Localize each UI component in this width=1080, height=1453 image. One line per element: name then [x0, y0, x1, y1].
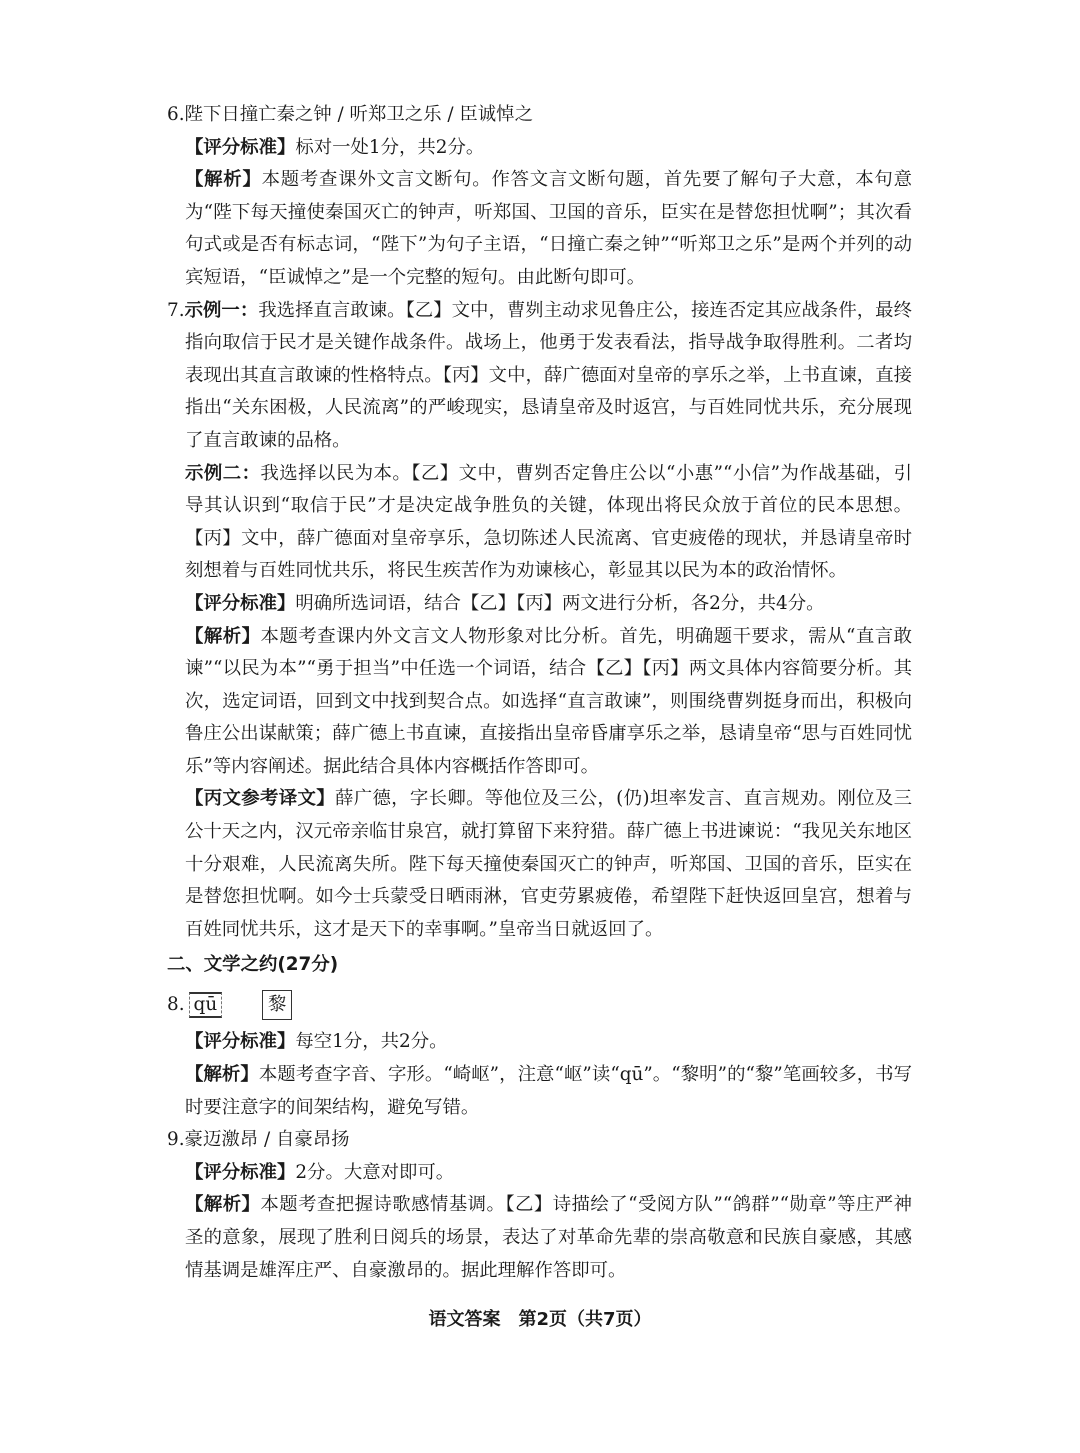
q7-example2 [167, 458, 912, 588]
q8-answer [167, 984, 912, 1026]
label: 【解析】 [185, 1194, 261, 1216]
q7-standard [167, 588, 912, 621]
q7-number: 7. [167, 299, 185, 321]
page-footer: 语文答案 第2页（共7页） [428, 1309, 652, 1331]
q9-standard [167, 1157, 912, 1190]
text: 我选择以民为本。【乙】文中，曹刿否定鲁庄公以“小惠”“小信”为作战基础，引导其认识到“取信于民”才是决定战争胜负的关键，体现出将民众放于首位的民本思想。【丙】文中，薛广德面对皇帝享乐，急切陈述人民流离、官吏疲倦的现状，并恳请皇帝时刻想着与百姓同忧共乐，将民生疾苦作为劝谏核心，彰显其以民为本的政治情怀。 [185, 462, 912, 582]
q9-analysis [167, 1189, 912, 1287]
pinyin-blank: qū [189, 992, 223, 1018]
q7-example1 [167, 295, 912, 458]
label: 【解析】 [185, 625, 261, 647]
q6-number: 6. [167, 104, 185, 125]
text: 薛广德，字长卿。等他位及三公，(仍)坦率发言、直言规劝。刚位及三公十天之内，汉元帝亲临甘泉宫，就打算留下来狩猎。薛广德上书进谏说：“我见关东地区十分艰难，人民流离失所。陛下每天撞使秦国灭亡的钟声，听郑国、卫国的音乐，臣实在是替您担忧啊。如今士兵蒙受日晒雨淋，官吏劳累疲倦，希望陛下赶快返回皇宫，想着与百姓同忧共乐，这才是天下的幸事啊。”皇帝当日就返回了。 [185, 788, 912, 940]
q6-standard [167, 132, 912, 165]
text: 2分。大意对即可。 [295, 1161, 455, 1183]
label: 【评分标准】 [185, 1031, 296, 1053]
label: 【解析】 [185, 1064, 259, 1086]
label: 【评分标准】 [185, 136, 296, 158]
label: 示例二： [185, 462, 261, 484]
char-box: 黎 [262, 990, 292, 1020]
text: 标对一处1分，共2分。 [295, 136, 485, 158]
label: 【评分标准】 [185, 592, 296, 614]
label: 示例一： [184, 299, 259, 321]
text: 我选择直言敢谏。【乙】文中，曹刿主动求见鲁庄公，接连否定其应战条件，最终指向取信于民才是关键作战条件。战场上，他勇于发表看法，指导战争取得胜利。二者均表现出其直言敢谏的性格特点。【丙】文中，薛广德面对皇帝的享乐之举，上书直谏，直接指出“关东困极，人民流离”的严峻现实，恳请皇帝及时返宫，与百姓同忧共乐，充分展现了直言敢谏的品格。 [185, 299, 912, 451]
label: 【解析】 [185, 169, 262, 191]
text: 本题考查把握诗歌感情基调。【乙】诗描绘了“受阅方队”“鸽群”“勋章”等庄严神圣的意象，展现了胜利日阅兵的场景，表达了对革命先辈的崇高敬意和民族自豪感，其感情基调是雄浑庄严、自豪激昂的。据此理解作答即可。 [185, 1194, 912, 1281]
text: 每空1分，共2分。 [295, 1031, 448, 1053]
section-heading: 二、文学之约(27分) [167, 954, 339, 976]
q9-answer [167, 1124, 912, 1157]
q7-translation [167, 783, 912, 946]
q7-analysis [167, 621, 912, 784]
q8-standard [167, 1026, 912, 1059]
label: 【评分标准】 [185, 1161, 296, 1183]
q8-number: 8. [167, 994, 185, 1016]
q6-answer-text: 陛下日撞亡秦之钟 / 听郑卫之乐 / 臣诚悼之 [184, 104, 533, 125]
text: 本题考查课内外文言文人物形象对比分析。首先，明确题干要求，需从“直言敢谏”“以民为本”“勇于担当”中任选一个词语，结合【乙】【丙】两文具体内容简要分析。其次，选定词语，回到文中找到契合点。如选择“直言敢谏”，则围绕曹刿挺身而出，积极向鲁庄公出谋献策；薛广德上书直谏，直接指出皇帝昏庸享乐之举，恳请皇帝“思与百姓同忧乐”等内容阐述。据此结合具体内容概括作答即可。 [185, 625, 912, 777]
q9-number: 9. [167, 1129, 185, 1151]
q9-answer-text: 豪迈激昂 / 自豪昂扬 [184, 1129, 350, 1151]
q6-analysis [167, 164, 912, 294]
text: 明确所选词语，结合【乙】【丙】两文进行分析，各2分，共4分。 [295, 592, 825, 614]
q8-analysis [167, 1059, 912, 1124]
text: 本题考查字音、字形。“崎岖”，注意“岖”读“qū”。“黎明”的“黎”笔画较多，书写时要注意字的间架结构，避免写错。 [185, 1064, 912, 1118]
q6-answer [167, 99, 912, 132]
answer-content [167, 99, 912, 1287]
label: 【丙文参考译文】 [185, 788, 335, 810]
text: 本题考查课外文言文断句。作答文言文断句题，首先要了解句子大意，本句意为“陛下每天撞使秦国灭亡的钟声，听郑国、卫国的音乐，臣实在是替您担忧啊”；其次看句式或是否有标志词，“陛下”为句子主语，“日撞亡秦之钟”“听郑卫之乐”是两个并列的动宾短语，“臣诚悼之”是一个完整的短句。由此断句即可。 [185, 169, 912, 288]
